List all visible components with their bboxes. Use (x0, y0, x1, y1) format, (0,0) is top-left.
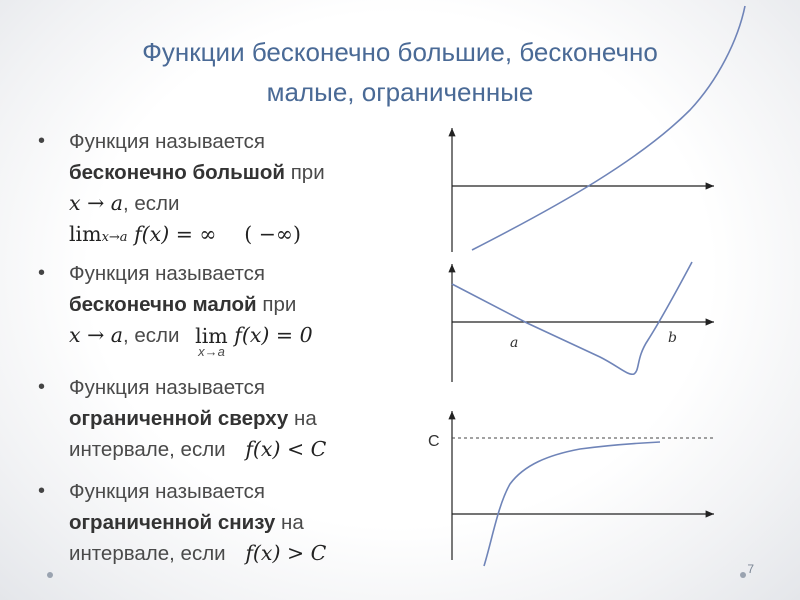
bullet-1-line-1: Функция называется (69, 130, 266, 153)
bullet-2-term: бесконечно малой (69, 293, 257, 316)
bullet-1-lim-body: f(x) = ∞ (127, 222, 217, 246)
bullet-dot: • (38, 480, 46, 502)
graph-bounded (428, 411, 716, 566)
bullet-2-line-1: Функция называется (69, 262, 266, 285)
title-line-2: малые, ограниченные (266, 77, 534, 107)
graph-2-label-a: a (510, 335, 519, 351)
graph-2-curve (452, 262, 692, 374)
bullet-1-lim-sub: x→a (101, 230, 128, 245)
bullet-1-alt: ( −∞) (244, 222, 301, 246)
page-number: 7 (747, 562, 754, 576)
graph-1-curve (472, 6, 745, 250)
bullet-3-term: ограниченной сверху (69, 407, 289, 430)
bullet-3-after: на (288, 407, 317, 430)
graph-2-label-b: b (668, 330, 677, 346)
bullet-4-interval: интервале, если (69, 542, 226, 565)
bullet-3-formula: f(x) < C (245, 437, 327, 461)
graph-3-label-c: C (428, 433, 440, 450)
footer-dot-left (47, 572, 53, 578)
graph-3-curve (484, 442, 660, 566)
bullet-dot: • (38, 376, 46, 398)
bullet-4-formula: f(x) > C (245, 541, 327, 565)
bullet-3-line-1: Функция называется (69, 376, 266, 399)
graph-infinitely-small (452, 262, 714, 382)
bullet-4-line-1: Функция называется (69, 480, 266, 503)
bullet-4-after: на (275, 511, 304, 534)
bullet-3-interval: интервале, если (69, 438, 226, 461)
bullet-2-after: при (256, 293, 297, 316)
title-line-1: Функции бесконечно большие, бесконечно (142, 37, 658, 67)
bullet-1-lim: lim (69, 222, 102, 246)
bullet-1-if: , если (123, 192, 180, 215)
bullet-dot: • (38, 262, 46, 284)
bullet-2-lim-body: f(x) = 0 (227, 323, 313, 347)
bullet-2-lim: lim (195, 324, 228, 348)
bullet-1-after: при (285, 161, 325, 184)
bullet-1-condition: x → a (69, 191, 123, 215)
bullet-4-term: ограниченной снизу (69, 511, 276, 534)
bullet-2-lim-sub: x→a (198, 344, 225, 359)
footer-dot-right (740, 572, 746, 578)
bullet-2-if: , если (123, 324, 180, 347)
bullet-2-condition: x → a (69, 323, 123, 347)
bullet-dot: • (38, 130, 46, 152)
graph-infinitely-large (452, 6, 745, 252)
bullet-1-term: бесконечно большой (69, 161, 285, 184)
